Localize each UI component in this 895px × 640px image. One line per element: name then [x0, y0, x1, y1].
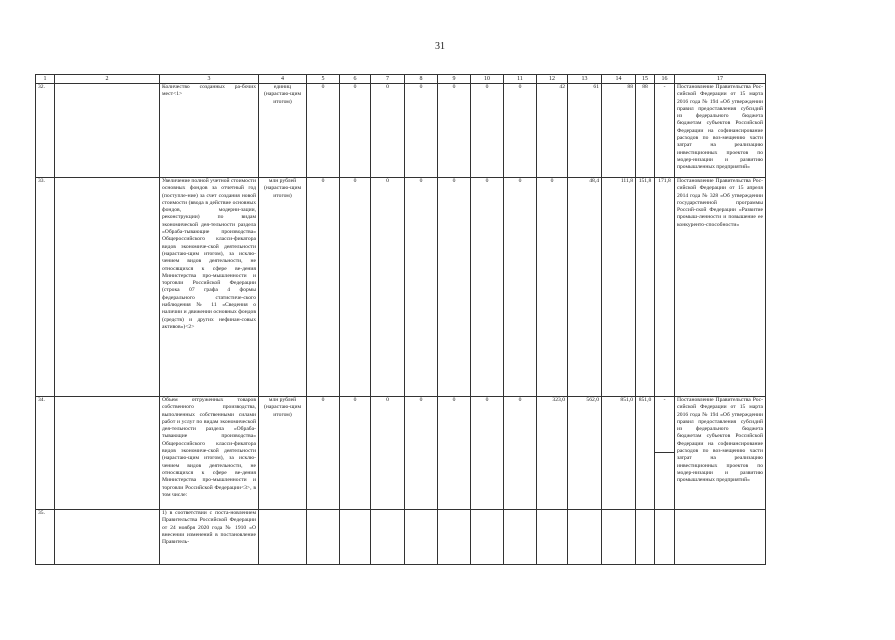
legal-basis: Постановление Правительства Рос-сийской Федерации от 15 марта 2016 года № 194 «Об утверждении правил предоставления субсидий из федерального бюджета бюджетам субъектов Российской Федерации на софинансирование расходов по воз-мещению части затрат на реализацию инвестиционных проектов по модер-низации и развитию промышленных предприятий»	[675, 84, 766, 178]
value-cell	[568, 510, 602, 565]
value-cell: 0	[438, 84, 471, 178]
column-header: 9	[438, 75, 471, 84]
value-cell	[340, 510, 371, 565]
column-header: 17	[675, 75, 766, 84]
value-cell: 0	[438, 178, 471, 397]
value-cell: 0	[340, 178, 371, 397]
unit-of-measure: млн рублей (нарастаю-щим итогом)	[259, 178, 307, 397]
value-cell: 0	[371, 397, 405, 510]
value-cell: 0	[471, 84, 504, 178]
legal-basis	[675, 510, 766, 565]
column-header: 11	[504, 75, 537, 84]
value-cell	[655, 510, 675, 565]
column-header: 12	[537, 75, 568, 84]
indicators-table	[35, 74, 766, 565]
value-cell: 0	[504, 178, 537, 397]
value-cell: 48,4	[568, 178, 602, 397]
value-cell	[438, 510, 471, 565]
row-number: 35.	[36, 510, 55, 565]
column-header: 14	[602, 75, 636, 84]
table-row	[36, 178, 766, 397]
value-cell: 0	[438, 397, 471, 510]
value-text: -	[663, 397, 666, 403]
value-cell: 88	[636, 84, 655, 178]
unit-of-measure: единиц (нарастаю-щим итогом)	[259, 84, 307, 178]
value-cell: 0	[340, 397, 371, 510]
column-header: 7	[371, 75, 405, 84]
row-col2	[55, 178, 160, 397]
value-cell: 0	[371, 84, 405, 178]
column-header: 4	[259, 75, 307, 84]
value-cell: 0	[471, 178, 504, 397]
unit-of-measure: млн рублей (нарастаю-щим итогом)	[259, 397, 307, 510]
value-cell: 0	[307, 178, 340, 397]
row-number: 32.	[36, 84, 55, 178]
column-header: 5	[307, 75, 340, 84]
row-col2	[55, 84, 160, 178]
header-row	[36, 75, 766, 84]
column-header: 2	[55, 75, 160, 84]
value-cell: 0	[405, 397, 438, 510]
value-cell	[537, 510, 568, 565]
value-cell: 88	[602, 84, 636, 178]
value-cell	[471, 510, 504, 565]
value-cell: 323,0	[537, 397, 568, 510]
value-cell: 111,8	[602, 178, 636, 397]
value-cell: 0	[471, 397, 504, 510]
table-row	[36, 510, 766, 565]
value-cell	[405, 510, 438, 565]
column-header: 13	[568, 75, 602, 84]
value-cell	[636, 510, 655, 565]
indicator-name: 1) в соответствии с поста-новлением Правительства Российской Федерации от 24 ноября 2020 года № 1910 «О внесении изменений в постановление Правитель-	[160, 510, 259, 565]
row-col2	[55, 397, 160, 510]
value-cell: 0	[405, 84, 438, 178]
column-header: 16	[655, 75, 675, 84]
row-number: 34.	[36, 397, 55, 510]
column-header: 1	[36, 75, 55, 84]
table-row	[36, 397, 766, 510]
value-cell	[504, 510, 537, 565]
value-cell: 151,8	[636, 178, 655, 397]
value-cell: 562,0	[568, 397, 602, 510]
value-cell: 851,0	[602, 397, 636, 510]
value-cell	[602, 510, 636, 565]
column-header: 6	[340, 75, 371, 84]
value-cell: 0	[307, 84, 340, 178]
value-cell: 0	[405, 178, 438, 397]
legal-basis: Постановление Правительства Рос-сийской Федерации от 15 апреля 2014 года № 328 «Об утверждении государственной программы Россий-ской Федерации «Развитие промыш-ленности и повышение ее конкуренто-способности»	[675, 178, 766, 397]
value-cell: 0	[504, 84, 537, 178]
value-cell: 0	[504, 397, 537, 510]
value-cell: 0	[307, 397, 340, 510]
value-cell: 42	[537, 84, 568, 178]
column-header: 10	[471, 75, 504, 84]
value-cell	[655, 397, 675, 510]
page-number: 31	[435, 41, 445, 52]
value-cell	[307, 510, 340, 565]
value-cell: 0	[340, 84, 371, 178]
value-cell: 61	[568, 84, 602, 178]
row-col2	[55, 510, 160, 565]
unit-of-measure	[259, 510, 307, 565]
cell-divider	[655, 452, 674, 453]
row-number: 33.	[36, 178, 55, 397]
column-header: 8	[405, 75, 438, 84]
value-cell: 851,0	[636, 397, 655, 510]
indicator-name: Объем отгруженных товаров собственного производства, выполненных собственными силами работ и услуг по видам экономической дея-тельности раздела «Обраба-тывающие производства» Общероссийского класси-фикатора видов экономиче-ской деятельности (нарастаю-щим итогом), за исклю-чением видов деятельности, не относящихся к сфере ве-дения Министерства про-мышленности и торговли Российской Федерации<3>, в том числе:	[160, 397, 259, 510]
indicator-name: Увеличение полной учетной стоимости основных фондов за отчетный год (поступле-ние) за счет создания новой стоимости (ввода в действие основных фондов, модерни-зации, реконструкции) по видам экономической дея-тельности раздела «Обраба-тывающие производства» Общероссийского класси-фикатора видов экономиче-ской деятельности (нарастаю-щим итогом), за исклю-чением видов деятельности, не относящихся к сфере ве-дения Министерства про-мышленности и торговли Российской Федерации (строка 07 графа 4 формы федерального статистиче-ского наблюдения № 11 «Сведения о наличии и движении основных фондов (средств) и других нефинан-совых активов»)<2>	[160, 178, 259, 397]
table-row	[36, 84, 766, 178]
legal-basis: Постановление Правительства Рос-сийской Федерации от 15 марта 2016 года № 194 «Об утверждении правил предоставления субсидий из федерального бюджета бюджетам субъектов Российской Федерации на софинансирование расходов по воз-мещению части затрат на реализацию инвестиционных проектов по модер-низации и развитию промышленных предприятий»	[675, 397, 766, 510]
value-cell: 171,8	[655, 178, 675, 397]
value-cell: 0	[371, 178, 405, 397]
value-cell	[371, 510, 405, 565]
column-header: 3	[160, 75, 259, 84]
indicator-name: Количество созданных ра-бочих мест<1>	[160, 84, 259, 178]
value-cell: 0	[537, 178, 568, 397]
value-cell: -	[655, 84, 675, 178]
column-header: 15	[636, 75, 655, 84]
